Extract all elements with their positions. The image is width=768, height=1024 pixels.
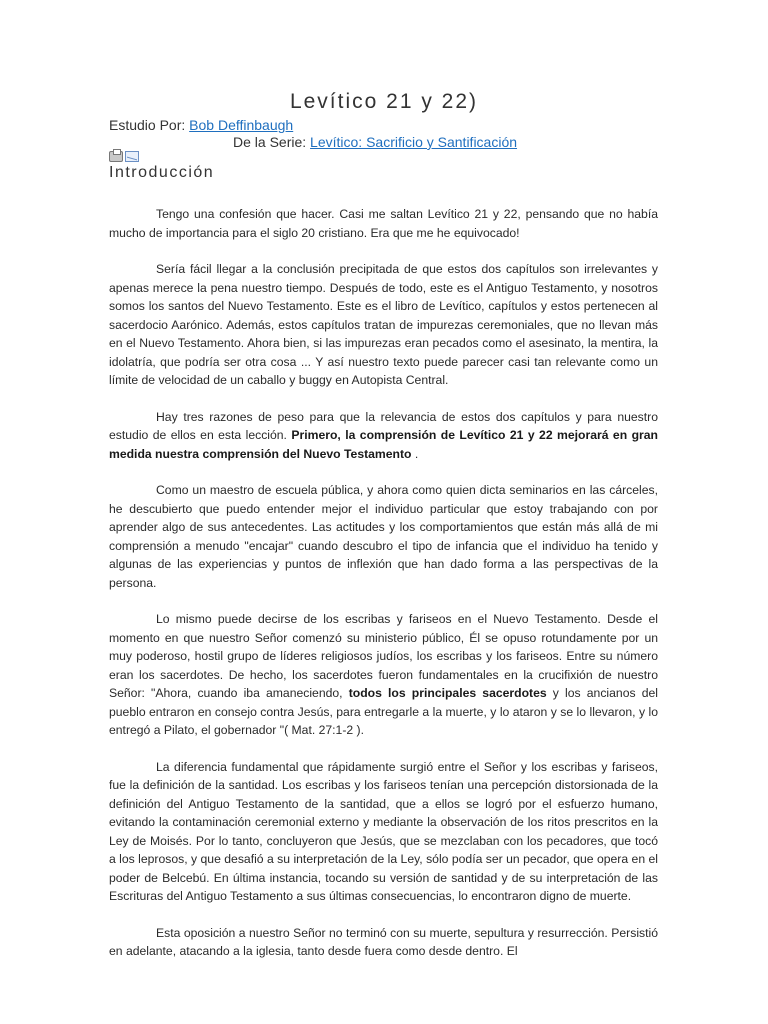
series-label: De la Serie: <box>233 134 311 150</box>
series-link[interactable]: Levítico: Sacrificio y Santificación <box>310 134 518 150</box>
paragraph-5 <box>109 610 658 740</box>
byline-label: Estudio Por: <box>109 117 190 133</box>
paragraph-7: Esta oposición a nuestro Señor no terminó con su muerte, sepultura y resurrección. Persistió en adelante, atacando a la iglesia, tanto desde fuera como desde dentro. El <box>109 925 658 958</box>
paragraph-3-end: . <box>411 446 419 461</box>
paragraph-3 <box>109 408 658 464</box>
series-line <box>233 134 517 150</box>
paragraph-5-bold: todos los principales sacerdotes <box>348 686 547 700</box>
paragraph-2: Sería fácil llegar a la conclusión precipitada de que estos dos capítulos son irrelevantes y apenas merece la pena nuestro tiempo. Después de todo, este es el Antiguo Testamento, y nosotros somos los santos del Nuevo Testamento. Este es el libro de Levítico, capítulos y estos pertenecen al sacerdocio Aarónico. Además, estos capítulos tratan de impurezas ceremoniales, que no llevan más en el Nuevo Testamento. Ahora bien, si las impurezas eran pecados como el asesinato, la mentira, la idolatría, que podría ser otra cosa ... Y así nuestro texto puede parecer casi tan relevante como un límite de velocidad de un caballo y buggy en Autopista Central. <box>109 262 658 387</box>
author-link[interactable]: Bob Deffinbaugh <box>189 117 294 133</box>
paragraph-1: Tengo una confesión que hacer. Casi me saltan Levítico 21 y 22, pensando que no había mucho de importancia para el siglo 20 cristiano. Era que me he equivocado! <box>109 207 658 240</box>
email-icon[interactable] <box>125 151 139 162</box>
paragraph-6: La diferencia fundamental que rápidamente surgió entre el Señor y los escribas y fariseos, fue la definición de la santidad. Los escribas y los fariseos tenían una percepción distorsionada de la definición del Antiguo Testamento de la santidad, que a ellos se logró por el esfuerzo humano, evitando la contaminación ceremonial externo y mediante la observación de los ritos prescritos en la Ley de Moisés. Por lo tanto, concluyeron que Jesús, que se mezclaban con los pecadores, que tocó a los leprosos, y que desafió a su interpretación de la Ley, sólo podía ser un pecador, que opera en el poder de Belcebú. En última instancia, tocando su versión de santidad y de su interpretación de las Escrituras del Antiguo Testamento a sus últimas consecuencias, lo encontraron digno de muerte. <box>109 759 658 903</box>
printer-icon[interactable] <box>109 151 123 162</box>
article-body <box>109 205 658 979</box>
paragraph-3-text: Hay tres razones de peso para que la relevancia de estos dos capítulos y para nuestro estudio de ellos en esta lección. <box>109 409 658 442</box>
paragraph-4: Como un maestro de escuela pública, y ahora como quien dicta seminarios en las cárceles, he descubierto que puedo entender mejor el individuo particular que estoy trabajando con por aprender algo de sus antecedentes. Las actitudes y los comportamientos que están más allá de mi comprensión a menudo "encajar" cuando descubro el tipo de infancia que el individuo ha tenido y algunas de las experiencias y puntos de inflexión que han dado forma a las perspectivas de la persona. <box>109 483 658 590</box>
section-heading: Introducción <box>109 164 215 181</box>
paragraph-5-text: Lo mismo puede decirse de los escribas y fariseos en el Nuevo Testamento. Desde el momento en que nuestro Señor comenzó su ministerio público, Él se opuso rotundamente por un muy poderoso, hostil grupo de líderes religiosos judíos, los escribas y los fariseos. Entre su número eran los sacerdotes. De hecho, los sacerdotes fueron fundamentales en la crucifixión de nuestro Señor: "Ahora, cuando iba amaneciendo, <box>109 612 658 700</box>
byline <box>109 117 293 133</box>
paragraph-3-bold: Primero, la comprensión de Levítico 21 y 22 mejorará en gran medida nuestra comprensión del Nuevo Testamento <box>109 428 658 461</box>
paragraph-5-end: y los ancianos del pueblo entraron en consejo contra Jesús, para entregarle a la muerte, y lo ataron y se lo llevaron, y lo entregó a Pilato, el gobernador "( Mat. 27:1-2 ). <box>109 686 658 737</box>
share-toolbar <box>109 151 139 163</box>
page-title: Levítico 21 y 22) <box>289 90 479 113</box>
